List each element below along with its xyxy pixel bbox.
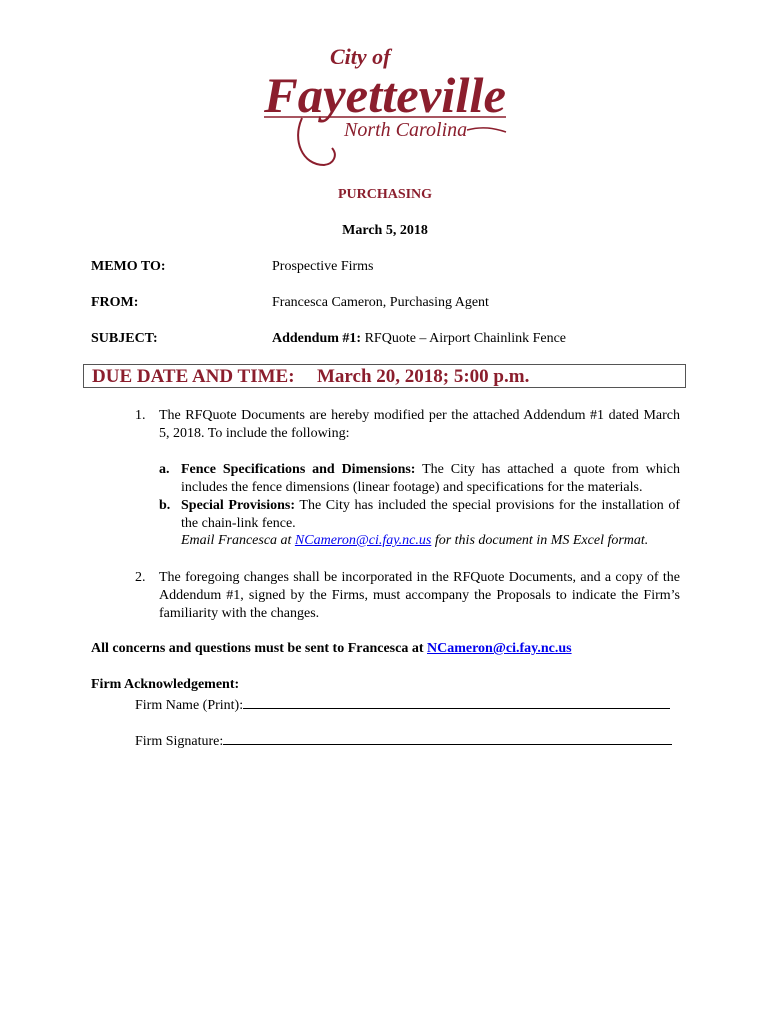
firm-name-blank[interactable]	[243, 695, 670, 709]
due-date-box	[83, 364, 686, 388]
item-1-text: The RFQuote Documents are hereby modified per the attached Addendum #1 dated March 5, 2018. To include the following:	[159, 408, 680, 441]
due-date-label: DUE DATE AND TIME:	[92, 366, 295, 387]
due-date-value: March 20, 2018; 5:00 p.m.	[317, 366, 530, 387]
department-heading: PURCHASING	[337, 187, 433, 202]
sub-item-b-text: The City has included the special provisions for the installation of the chain-link fence.	[181, 498, 680, 531]
concerns-text: All concerns and questions must be sent to Francesca at	[91, 641, 427, 656]
firm-name-label: Firm Name (Print):	[135, 698, 244, 713]
firm-signature-label: Firm Signature:	[135, 734, 224, 749]
firm-signature-row	[135, 731, 672, 750]
subject-text: RFQuote – Airport Chainlink Fence	[361, 331, 567, 346]
item-2-number: 2.	[135, 570, 146, 585]
subject-addendum-label: Addendum #1:	[272, 331, 362, 346]
memo-subject-label: SUBJECT:	[91, 331, 158, 346]
svg-text:North Carolina: North Carolina	[344, 119, 468, 141]
sub-item-a-text: The City has attached a quote from which includes the fence dimensions (linear footage) and specifications for the materials.	[181, 462, 681, 495]
concerns-email-link[interactable]: NCameron@ci.fay.nc.us	[427, 641, 572, 656]
sub-item-b-label: b.	[159, 498, 171, 513]
memo-date: March 5, 2018	[342, 223, 428, 238]
concerns-line	[91, 641, 572, 657]
sub-item-b-title: Special Provisions:	[181, 498, 296, 513]
memo-from-label: FROM:	[91, 295, 139, 310]
email-note-suffix: for this document in MS Excel format.	[431, 533, 649, 548]
sub-item-a	[181, 461, 680, 497]
item-1-number: 1.	[135, 408, 146, 423]
sub-item-a-label: a.	[159, 462, 170, 477]
memo-to-label: MEMO TO:	[91, 259, 166, 274]
email-link-francesca[interactable]: NCameron@ci.fay.nc.us	[294, 533, 432, 548]
memo-from-value: Francesca Cameron, Purchasing Agent	[272, 295, 489, 310]
acknowledgement-title: Firm Acknowledgement:	[91, 677, 240, 692]
firm-name-row	[135, 695, 670, 714]
item-2-text: The foregoing changes shall be incorporated in the RFQuote Documents, and a copy of the Addendum #1, signed by the Firms, must accompany the Proposals to indicate the Firm’s familiarity with the changes.	[159, 570, 680, 621]
svg-text:Fayetteville: Fayetteville	[262, 67, 506, 123]
email-note	[181, 533, 648, 549]
email-note-prefix: Email Francesca at	[181, 533, 295, 548]
firm-signature-blank[interactable]	[223, 731, 672, 745]
sub-item-a-title: Fence Specifications and Dimensions:	[181, 462, 416, 477]
city-of-fayetteville-logo	[262, 40, 510, 170]
sub-item-b	[181, 497, 680, 533]
memo-to-value: Prospective Firms	[272, 259, 374, 274]
memo-subject-value	[272, 331, 566, 347]
svg-text:City of: City of	[330, 44, 391, 69]
